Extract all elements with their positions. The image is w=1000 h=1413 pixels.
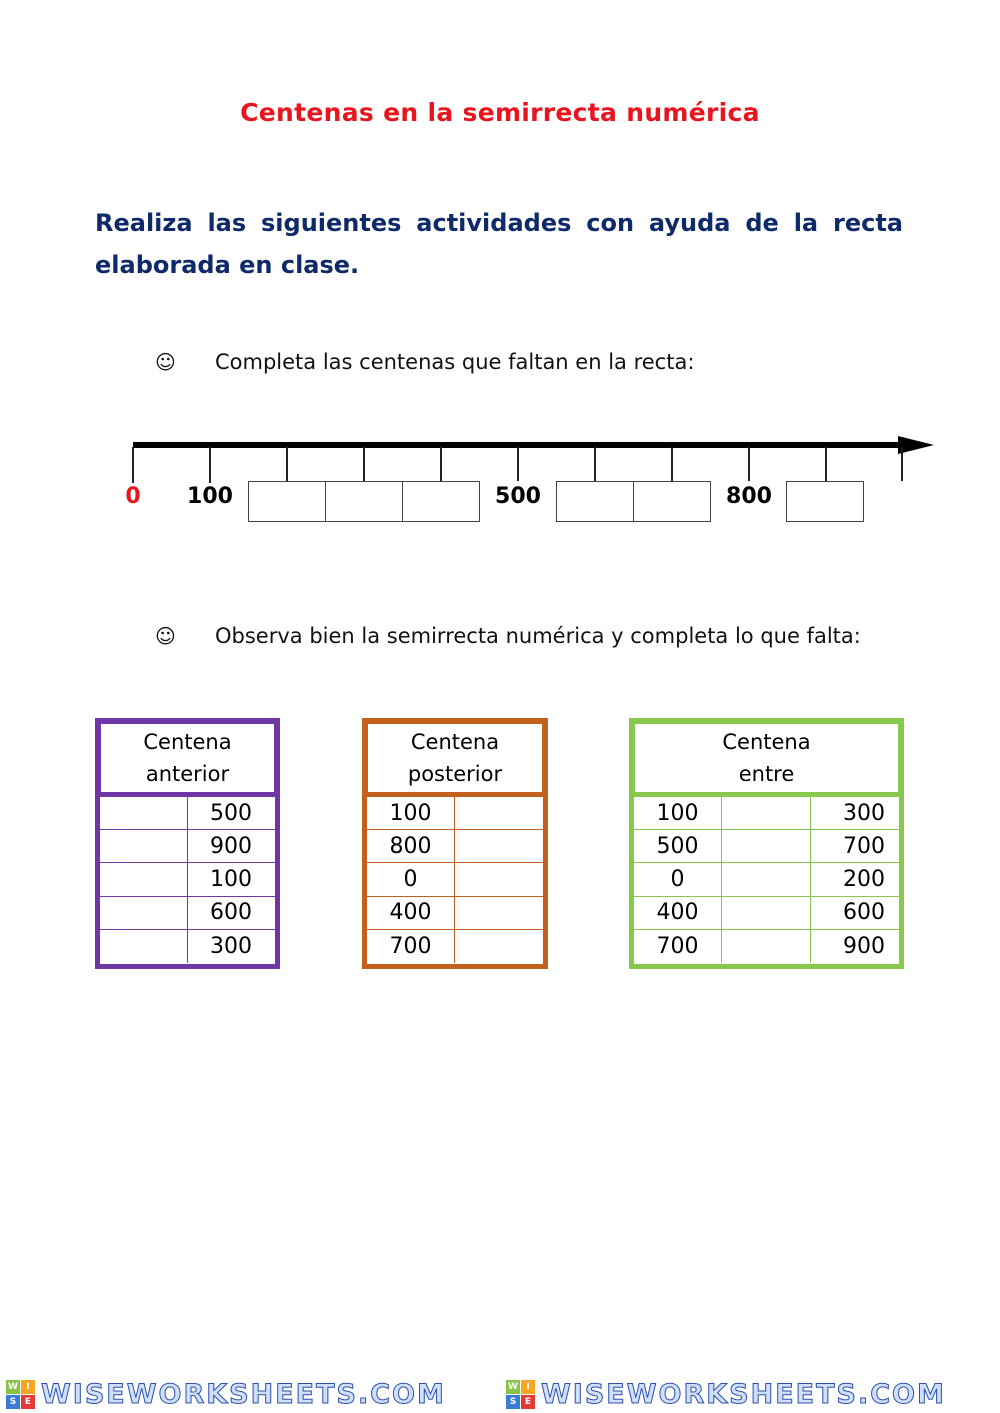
- task-2-text: Observa bien la semirrecta numérica y completa lo que falta:: [215, 624, 861, 648]
- tick-500: [517, 447, 519, 481]
- label-500: 500: [495, 484, 541, 509]
- value-cell-right: 900: [843, 933, 885, 959]
- table-row: [100, 830, 275, 863]
- logo-letter: E: [21, 1395, 35, 1409]
- table-row: [367, 897, 543, 930]
- logo-letter: E: [521, 1395, 535, 1409]
- table-row: [100, 797, 275, 830]
- answer-cell[interactable]: [722, 830, 811, 862]
- value-cell-right: 700: [843, 833, 885, 859]
- logo-letter: W: [506, 1380, 520, 1394]
- answer-cell[interactable]: [455, 897, 543, 929]
- header-line-2: entre: [738, 762, 795, 786]
- answer-box-600[interactable]: [556, 481, 635, 522]
- table-row: [367, 797, 543, 830]
- logo-letter: I: [521, 1380, 535, 1394]
- answer-cell[interactable]: [722, 863, 811, 895]
- answer-cell[interactable]: [100, 930, 188, 963]
- wise-logo-icon: [6, 1380, 35, 1409]
- answer-cell[interactable]: [100, 863, 188, 895]
- tick-600: [594, 447, 596, 481]
- tick-100: [209, 447, 211, 483]
- value-cell: 500: [210, 800, 252, 826]
- value-cell-right: 300: [843, 800, 885, 826]
- header-line-2: posterior: [407, 762, 503, 786]
- watermark-text: WISEWORKSHEETS.COM: [541, 1378, 946, 1410]
- value-cell: 100: [367, 797, 455, 829]
- header-line-2: anterior: [145, 762, 230, 786]
- header-line-1: Centena: [143, 730, 232, 754]
- value-cell-left: 100: [634, 797, 722, 829]
- value-cell: 0: [367, 863, 455, 895]
- answer-box-400[interactable]: [402, 481, 480, 522]
- watermark-left: [0, 1376, 500, 1412]
- label-100: 100: [187, 484, 233, 509]
- answer-cell[interactable]: [100, 830, 188, 862]
- header-line-1: Centena: [722, 730, 811, 754]
- task-1: [155, 350, 694, 374]
- value-cell-left: 500: [634, 830, 722, 862]
- task-2: [155, 624, 861, 648]
- value-cell: 800: [367, 830, 455, 862]
- logo-letter: S: [6, 1395, 20, 1409]
- answer-box-300[interactable]: [325, 481, 404, 522]
- answer-cell[interactable]: [455, 863, 543, 895]
- table-row: [100, 897, 275, 930]
- answer-cell[interactable]: [455, 797, 543, 829]
- value-cell: 700: [367, 930, 455, 963]
- tick-1000: [901, 447, 903, 481]
- watermark-text: WISEWORKSHEETS.COM: [41, 1378, 446, 1410]
- table-centena-posterior: [362, 718, 548, 969]
- wise-logo-icon: [506, 1380, 535, 1409]
- tick-900: [825, 447, 827, 481]
- logo-letter: S: [506, 1395, 520, 1409]
- answer-box-900[interactable]: [786, 481, 864, 522]
- answer-cell[interactable]: [455, 930, 543, 963]
- tick-300: [363, 447, 365, 481]
- smiley-icon: ☺: [155, 624, 176, 648]
- table-row: [634, 830, 899, 863]
- table-header: [367, 723, 543, 793]
- table-header: [634, 723, 899, 793]
- value-cell: 300: [210, 933, 252, 959]
- tick-400: [440, 447, 442, 481]
- watermark-right: [500, 1376, 1000, 1412]
- answer-cell[interactable]: [722, 897, 811, 929]
- instruction-text: Realiza las siguientes actividades con ayuda de la recta elaborada en clase.: [95, 209, 903, 279]
- answer-box-700[interactable]: [633, 481, 711, 522]
- task-1-text: Completa las centenas que faltan en la recta:: [215, 350, 695, 374]
- arrow-right-icon: [898, 436, 934, 454]
- logo-letter: W: [6, 1380, 20, 1394]
- worksheet-title: Centenas en la semirrecta numérica: [240, 98, 760, 127]
- smiley-icon: ☺: [155, 350, 176, 374]
- answer-cell[interactable]: [722, 797, 811, 829]
- answer-box-200[interactable]: [248, 481, 327, 522]
- tick-800: [748, 447, 750, 481]
- table-row: [634, 897, 899, 930]
- label-800: 800: [726, 484, 772, 509]
- footer-watermark: [0, 1376, 1000, 1412]
- table-row: [367, 830, 543, 863]
- header-line-1: Centena: [410, 730, 500, 754]
- value-cell-left: 400: [634, 897, 722, 929]
- table-row: [634, 797, 899, 830]
- tick-0: [132, 447, 134, 483]
- value-cell: 900: [210, 833, 252, 859]
- logo-letter: I: [21, 1380, 35, 1394]
- table-row: [634, 930, 899, 963]
- label-0: 0: [125, 484, 141, 509]
- value-cell: 400: [367, 897, 455, 929]
- value-cell-left: 0: [634, 863, 722, 895]
- table-row: [367, 930, 543, 963]
- value-cell-right: 600: [843, 900, 885, 926]
- table-centena-anterior: [95, 718, 280, 969]
- answer-cell[interactable]: [455, 830, 543, 862]
- value-cell-right: 200: [843, 866, 885, 892]
- table-row: [100, 863, 275, 896]
- tick-700: [671, 447, 673, 481]
- value-cell: 600: [210, 900, 252, 926]
- table-row: [634, 863, 899, 896]
- answer-cell[interactable]: [100, 797, 188, 829]
- table-row: [367, 863, 543, 896]
- value-cell-left: 700: [634, 930, 722, 963]
- table-header: [100, 723, 275, 793]
- tick-200: [286, 447, 288, 481]
- value-cell: 100: [210, 866, 252, 892]
- table-centena-entre: [629, 718, 904, 969]
- answer-cell[interactable]: [100, 897, 188, 929]
- answer-cell[interactable]: [722, 930, 811, 963]
- table-row: [100, 930, 275, 963]
